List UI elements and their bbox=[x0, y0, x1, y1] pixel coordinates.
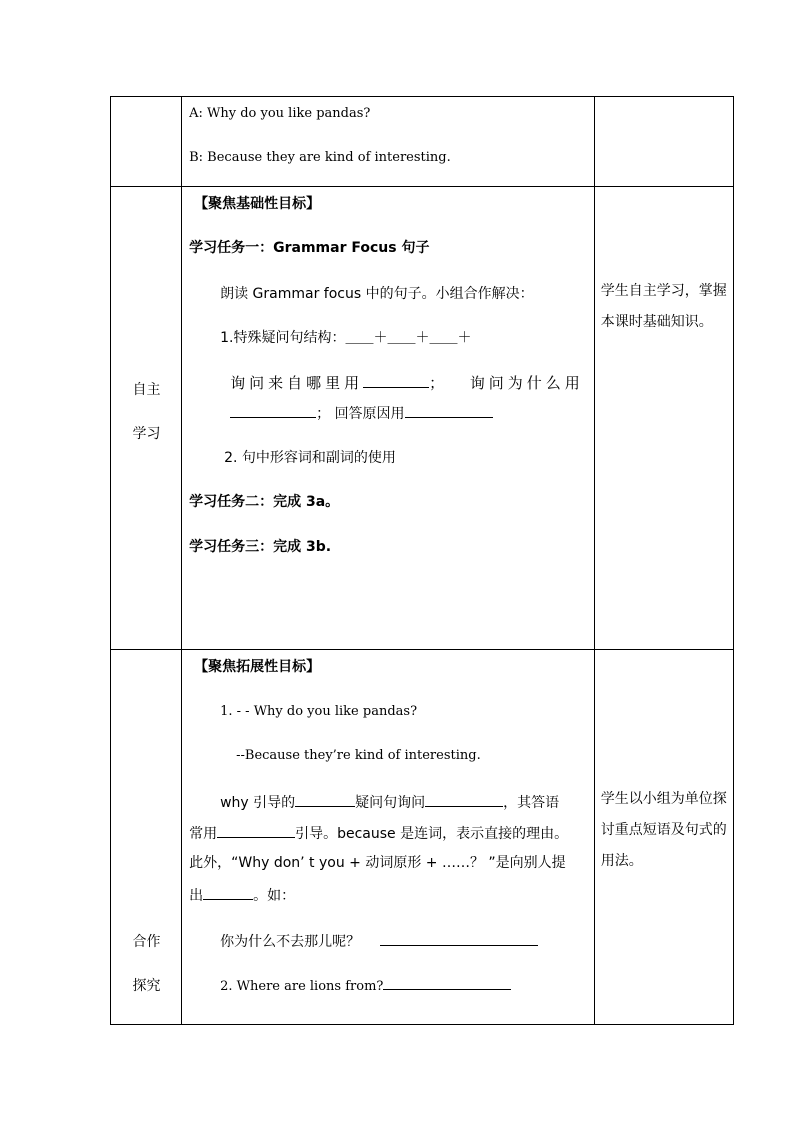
paragraph-line-4 bbox=[189, 885, 295, 905]
task-two: 学习任务二：完成 3a。 bbox=[189, 494, 340, 510]
example-two bbox=[220, 975, 511, 996]
instruction-text: 朗读 Grammar focus 中的句子。小组合作解决： bbox=[220, 286, 534, 302]
p2-text-a: 常用 bbox=[189, 826, 218, 842]
dialogue-line-b: B: Because they are kind of interesting. bbox=[189, 150, 451, 165]
task-three: 学习任务三：完成 3b. bbox=[189, 539, 332, 555]
heading-basic: 【聚焦基础性目标】 bbox=[194, 196, 321, 212]
label-hezuo: 合作 bbox=[132, 934, 161, 950]
item-one-prefix: 1.特殊疑问句结构： bbox=[220, 330, 346, 346]
label-xuexi: 学习 bbox=[132, 426, 161, 442]
ask-why-blank bbox=[230, 403, 316, 418]
row3-left-cell bbox=[111, 650, 182, 1025]
lesson-table bbox=[110, 96, 734, 1025]
semicolon-2: ； bbox=[316, 406, 331, 422]
ask-from-line bbox=[230, 373, 584, 392]
answer-reason-blank bbox=[405, 403, 493, 418]
ask-from-text: 询问来自哪里用 bbox=[230, 374, 364, 392]
semicolon-1: ； bbox=[429, 374, 445, 392]
p1-blank-2 bbox=[425, 792, 503, 807]
example-one-question: 1. - - Why do you like pandas? bbox=[220, 704, 418, 719]
dialogue-line-a: A: Why do you like pandas? bbox=[189, 106, 371, 121]
row3-content-cell bbox=[182, 650, 595, 1025]
row2-left-cell bbox=[111, 187, 182, 650]
table-row-self-study bbox=[111, 187, 734, 650]
p4-blank bbox=[203, 885, 253, 900]
cooperation-note: 学生以小组为单位探讨重点短语及句式的用法。 bbox=[600, 791, 727, 869]
row1-left-cell bbox=[111, 97, 182, 187]
p1-text-a: why 引导的 bbox=[220, 795, 296, 811]
ask-from-blank bbox=[363, 373, 429, 388]
item-one-blanks: ＿＿＋＿＿＋＿＿＋ bbox=[345, 330, 472, 346]
row1-content-cell bbox=[182, 97, 595, 187]
table-row-cooperation bbox=[111, 650, 734, 1025]
chinese-example-blank bbox=[380, 931, 538, 946]
task-one: 学习任务一：Grammar Focus 句子 bbox=[189, 240, 430, 256]
p2-blank bbox=[217, 823, 295, 838]
example-two-blank bbox=[383, 975, 511, 990]
ask-why-text: 询问为什么用 bbox=[469, 374, 584, 392]
chinese-example bbox=[220, 931, 538, 951]
row2-note-cell bbox=[594, 187, 733, 650]
label-zizhu: 自主 bbox=[132, 382, 161, 398]
example-one-answer: --Because they’re kind of interesting. bbox=[236, 748, 481, 763]
chinese-example-text: 你为什么不去那儿呢？ bbox=[220, 934, 361, 950]
p1-text-c: ，其答语 bbox=[503, 795, 560, 811]
paragraph-line-1 bbox=[220, 792, 559, 812]
item-two: 2. 句中形容词和副词的使用 bbox=[224, 450, 396, 466]
answer-line bbox=[230, 403, 492, 423]
p4-text-b: 。如： bbox=[253, 888, 296, 904]
paragraph-line-3: 此外，“Why don’ t you + 动词原形 + ……？ ”是向别人提 bbox=[189, 855, 566, 871]
item-one bbox=[220, 329, 471, 347]
p1-blank-1 bbox=[295, 792, 355, 807]
paragraph-line-2 bbox=[189, 823, 568, 843]
row3-note-cell bbox=[594, 650, 733, 1025]
p1-text-b: 疑问句询问 bbox=[355, 795, 426, 811]
heading-extended: 【聚焦拓展性目标】 bbox=[194, 659, 321, 675]
table-row-dialogue bbox=[111, 97, 734, 187]
p4-text-a: 出 bbox=[189, 888, 204, 904]
example-two-text: 2. Where are lions from? bbox=[220, 979, 384, 994]
row1-note-cell bbox=[594, 97, 733, 187]
self-study-note: 学生自主学习，掌握本课时基础知识。 bbox=[600, 283, 727, 330]
label-tanjiu: 探究 bbox=[132, 978, 161, 994]
p2-text-b: 引导。because 是连词，表示直接的理由。 bbox=[295, 826, 569, 842]
answer-reason-text: 回答原因用 bbox=[334, 406, 405, 422]
row2-content-cell bbox=[182, 187, 595, 650]
